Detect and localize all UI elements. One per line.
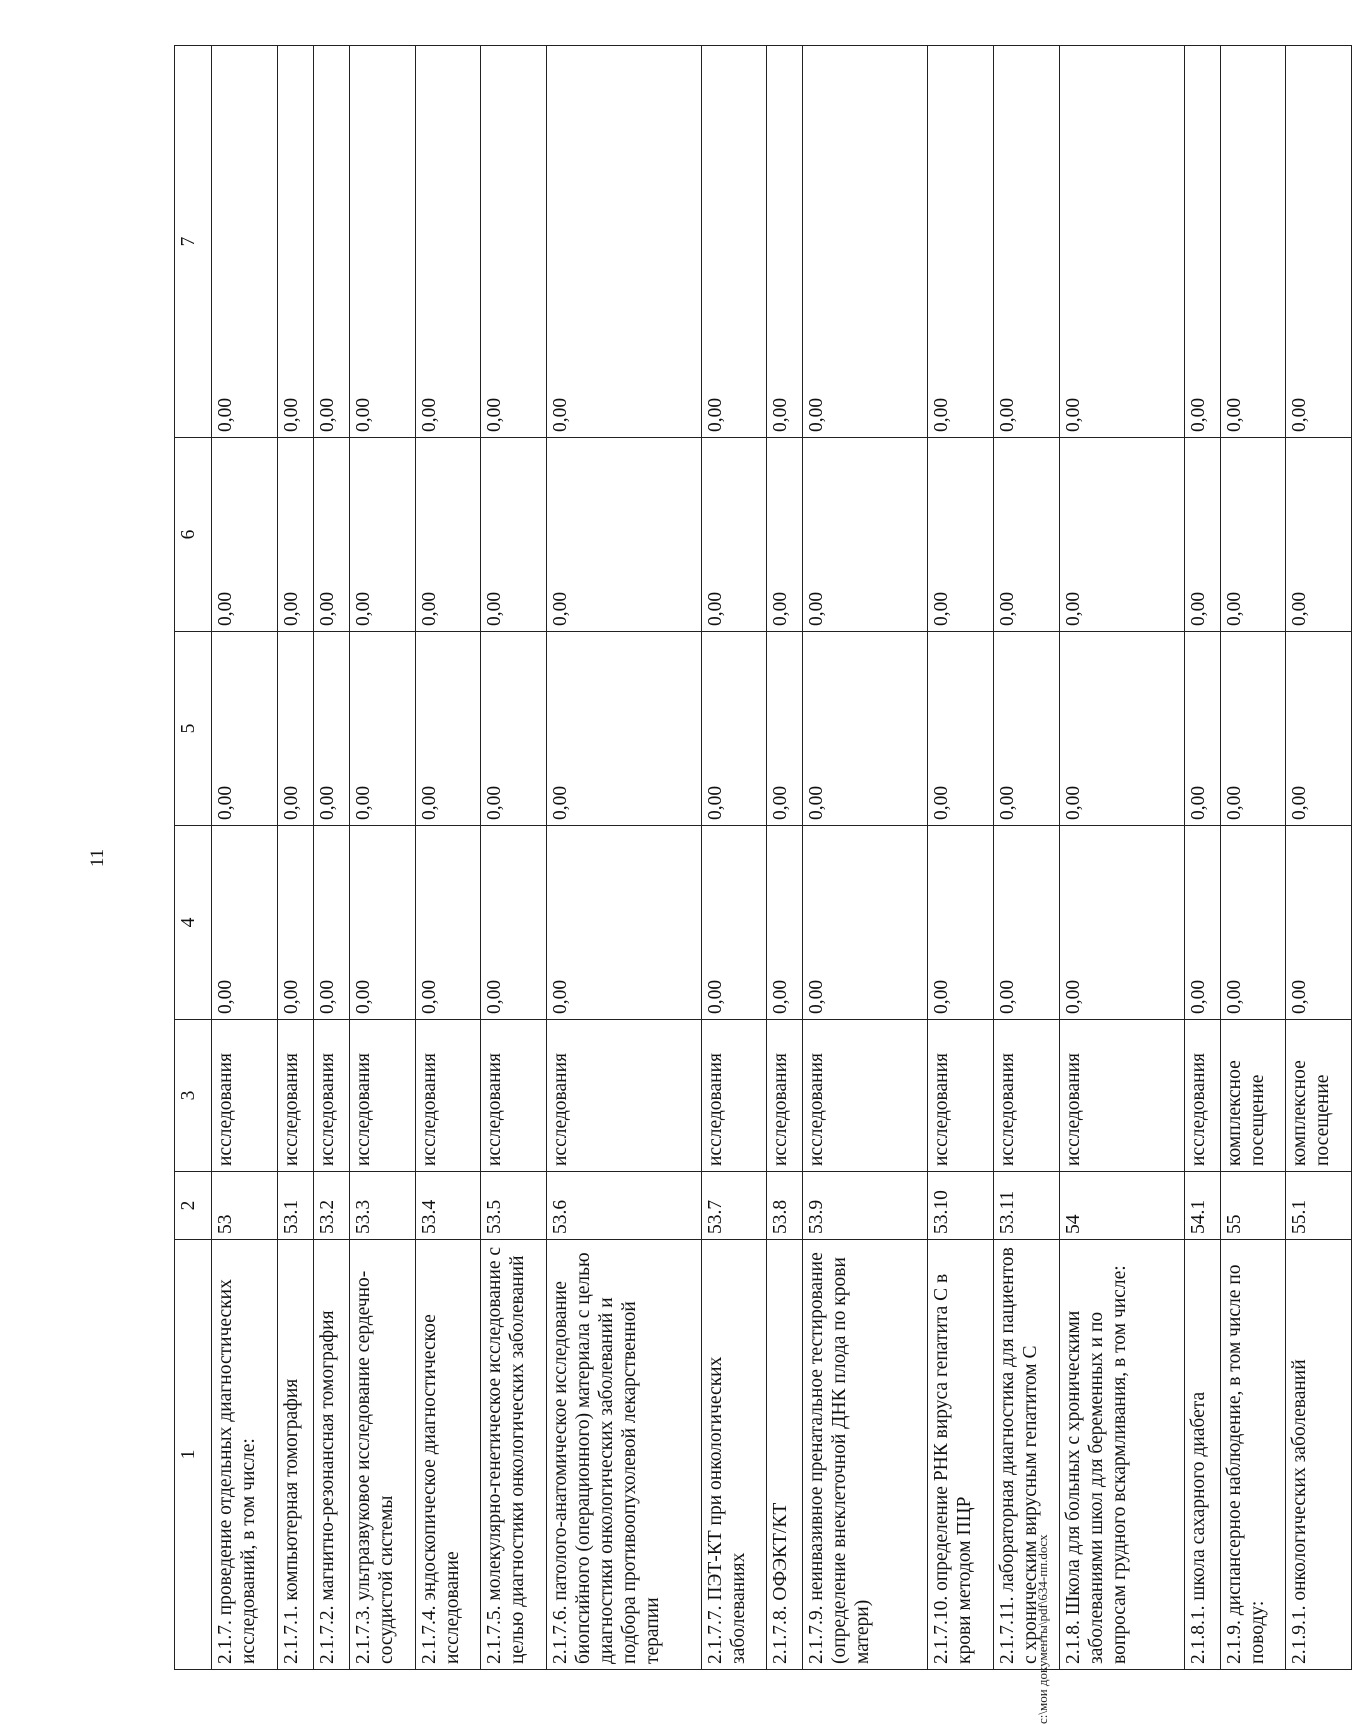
row-name-cell: 2.1.7.7. ПЭТ-КТ при онкологических заболеваниях xyxy=(701,1240,767,1670)
row-name-cell: 2.1.9. диспансерное наблюдение, в том числе по поводу: xyxy=(1220,1240,1286,1670)
row-name-cell: 2.1.7.10. определение РНК вируса гепатита С в крови методом ПЦР xyxy=(928,1240,994,1670)
value-cell: 0,00 xyxy=(803,46,928,438)
row-unit-cell: исследования xyxy=(415,1020,481,1172)
row-name-cell: 2.1.8.1. школа сахарного диабета xyxy=(1184,1240,1220,1670)
row-code-cell: 53.11 xyxy=(993,1172,1059,1240)
value-cell: 0,00 xyxy=(767,826,803,1020)
value-cell: 0,00 xyxy=(1184,438,1220,632)
row-unit-cell: исследования xyxy=(547,1020,702,1172)
header-cell: 4 xyxy=(175,826,212,1020)
row-code-cell: 53.8 xyxy=(767,1172,803,1240)
row-code-cell: 53.2 xyxy=(314,1172,350,1240)
row-unit-cell: исследования xyxy=(803,1020,928,1172)
value-cell: 0,00 xyxy=(1184,632,1220,826)
value-cell: 0,00 xyxy=(212,826,278,1020)
row-code-cell: 55 xyxy=(1220,1172,1286,1240)
footer-file-path: c:\мои документы\pdf\634-пп.docx xyxy=(1035,1534,1050,1724)
row-code-cell: 53 xyxy=(212,1172,278,1240)
row-unit-cell: исследования xyxy=(993,1020,1059,1172)
table-row xyxy=(415,46,481,1670)
table-row xyxy=(314,46,350,1670)
value-cell: 0,00 xyxy=(701,46,767,438)
header-cell: 7 xyxy=(175,46,212,438)
value-cell: 0,00 xyxy=(1220,632,1286,826)
value-cell: 0,00 xyxy=(1220,826,1286,1020)
row-name-cell: 2.1.7.2. магнитно-резонансная томография xyxy=(314,1240,350,1670)
value-cell: 0,00 xyxy=(278,46,314,438)
table-row xyxy=(803,46,928,1670)
value-cell: 0,00 xyxy=(1059,632,1184,826)
table-row xyxy=(212,46,278,1670)
value-cell: 0,00 xyxy=(314,632,350,826)
table-row xyxy=(701,46,767,1670)
value-cell: 0,00 xyxy=(1059,438,1184,632)
value-cell: 0,00 xyxy=(993,826,1059,1020)
value-cell: 0,00 xyxy=(767,46,803,438)
value-cell: 0,00 xyxy=(547,46,702,438)
row-unit-cell: исследования xyxy=(350,1020,416,1172)
row-unit-cell: исследования xyxy=(767,1020,803,1172)
value-cell: 0,00 xyxy=(803,826,928,1020)
row-name-cell: 2.1.7.1. компьютерная томография xyxy=(278,1240,314,1670)
value-cell: 0,00 xyxy=(212,632,278,826)
row-name-cell: 2.1.7.3. ультразвуковое исследование сердечно-сосудистой системы xyxy=(350,1240,416,1670)
table-row xyxy=(481,46,547,1670)
row-code-cell: 53.7 xyxy=(701,1172,767,1240)
row-unit-cell: комплексное посещение xyxy=(1220,1020,1286,1172)
header-cell: 3 xyxy=(175,1020,212,1172)
row-name-cell: 2.1.7.11. лабораторная диагностика для пациентов с хроническим вирусным гепатитом С xyxy=(993,1240,1059,1670)
header-row xyxy=(175,46,212,1670)
row-unit-cell: исследования xyxy=(701,1020,767,1172)
value-cell: 0,00 xyxy=(1286,46,1352,438)
value-cell: 0,00 xyxy=(803,632,928,826)
value-cell: 0,00 xyxy=(767,438,803,632)
value-cell: 0,00 xyxy=(701,826,767,1020)
row-code-cell: 54.1 xyxy=(1184,1172,1220,1240)
row-name-cell: 2.1.8. Школа для больных с хроническими заболеваниями школ для беременных и по вопросам грудного вскармливания, в том числе: xyxy=(1059,1240,1184,1670)
table-row xyxy=(278,46,314,1670)
value-cell: 0,00 xyxy=(350,826,416,1020)
row-code-cell: 53.5 xyxy=(481,1172,547,1240)
table-row xyxy=(350,46,416,1670)
value-cell: 0,00 xyxy=(1184,826,1220,1020)
value-cell: 0,00 xyxy=(803,438,928,632)
value-cell: 0,00 xyxy=(481,826,547,1020)
row-unit-cell: исследования xyxy=(1059,1020,1184,1172)
row-unit-cell: исследования xyxy=(278,1020,314,1172)
value-cell: 0,00 xyxy=(314,826,350,1020)
header-cell: 6 xyxy=(175,438,212,632)
value-cell: 0,00 xyxy=(547,632,702,826)
table-row xyxy=(928,46,994,1670)
data-table xyxy=(174,45,1352,1670)
row-name-cell: 2.1.9.1. онкологических заболеваний xyxy=(1286,1240,1352,1670)
value-cell: 0,00 xyxy=(928,438,994,632)
value-cell: 0,00 xyxy=(1184,46,1220,438)
value-cell: 0,00 xyxy=(415,438,481,632)
row-name-cell: 2.1.7.6. патолого-анатомическое исследование биопсийного (операционного) материала с целью диагностики онкологических заболеваний и подбора противоопухолевой лекарственной терапии xyxy=(547,1240,702,1670)
value-cell: 0,00 xyxy=(415,46,481,438)
value-cell: 0,00 xyxy=(993,438,1059,632)
value-cell: 0,00 xyxy=(415,632,481,826)
value-cell: 0,00 xyxy=(314,46,350,438)
value-cell: 0,00 xyxy=(481,46,547,438)
value-cell: 0,00 xyxy=(928,632,994,826)
row-unit-cell: исследования xyxy=(481,1020,547,1172)
row-code-cell: 53.10 xyxy=(928,1172,994,1240)
value-cell: 0,00 xyxy=(278,826,314,1020)
value-cell: 0,00 xyxy=(278,632,314,826)
row-name-cell: 2.1.7. проведение отдельных диагностических исследований, в том числе: xyxy=(212,1240,278,1670)
value-cell: 0,00 xyxy=(212,46,278,438)
row-unit-cell: исследования xyxy=(1184,1020,1220,1172)
table-row xyxy=(1184,46,1220,1670)
row-unit-cell: комплексное посещение xyxy=(1286,1020,1352,1172)
value-cell: 0,00 xyxy=(278,438,314,632)
value-cell: 0,00 xyxy=(701,438,767,632)
row-name-cell: 2.1.7.4. эндоскопическое диагностическое исследование xyxy=(415,1240,481,1670)
value-cell: 0,00 xyxy=(1220,438,1286,632)
table-row xyxy=(1220,46,1286,1670)
header-cell: 1 xyxy=(175,1240,212,1670)
value-cell: 0,00 xyxy=(1059,826,1184,1020)
value-cell: 0,00 xyxy=(547,438,702,632)
row-name-cell: 2.1.7.9. неинвазивное пренатальное тестирование (определение внеклеточной ДНК плода по крови матери) xyxy=(803,1240,928,1670)
value-cell: 0,00 xyxy=(481,632,547,826)
row-code-cell: 53.4 xyxy=(415,1172,481,1240)
value-cell: 0,00 xyxy=(993,46,1059,438)
row-unit-cell: исследования xyxy=(314,1020,350,1172)
table-row xyxy=(547,46,702,1670)
table-row xyxy=(767,46,803,1670)
value-cell: 0,00 xyxy=(701,632,767,826)
row-name-cell: 2.1.7.8. ОФЭКТ/КТ xyxy=(767,1240,803,1670)
value-cell: 0,00 xyxy=(928,46,994,438)
row-code-cell: 55.1 xyxy=(1286,1172,1352,1240)
value-cell: 0,00 xyxy=(350,632,416,826)
value-cell: 0,00 xyxy=(1220,46,1286,438)
row-code-cell: 53.6 xyxy=(547,1172,702,1240)
header-cell: 5 xyxy=(175,632,212,826)
value-cell: 0,00 xyxy=(1286,632,1352,826)
row-code-cell: 53.1 xyxy=(278,1172,314,1240)
value-cell: 0,00 xyxy=(1286,438,1352,632)
value-cell: 0,00 xyxy=(1286,826,1352,1020)
row-code-cell: 54 xyxy=(1059,1172,1184,1240)
value-cell: 0,00 xyxy=(314,438,350,632)
value-cell: 0,00 xyxy=(1059,46,1184,438)
value-cell: 0,00 xyxy=(212,438,278,632)
table-rotated-wrapper xyxy=(174,46,1352,1670)
row-unit-cell: исследования xyxy=(928,1020,994,1172)
row-code-cell: 53.9 xyxy=(803,1172,928,1240)
value-cell: 0,00 xyxy=(928,826,994,1020)
header-cell: 2 xyxy=(175,1172,212,1240)
value-cell: 0,00 xyxy=(547,826,702,1020)
value-cell: 0,00 xyxy=(415,826,481,1020)
value-cell: 0,00 xyxy=(767,632,803,826)
row-code-cell: 53.3 xyxy=(350,1172,416,1240)
table-row xyxy=(1286,46,1352,1670)
table-row xyxy=(1059,46,1184,1670)
row-unit-cell: исследования xyxy=(212,1020,278,1172)
row-name-cell: 2.1.7.5. молекулярно-генетическое исследование с целью диагностики онкологических заболеваний xyxy=(481,1240,547,1670)
value-cell: 0,00 xyxy=(993,632,1059,826)
value-cell: 0,00 xyxy=(350,46,416,438)
value-cell: 0,00 xyxy=(350,438,416,632)
value-cell: 0,00 xyxy=(481,438,547,632)
page-number: 11 xyxy=(87,848,108,868)
